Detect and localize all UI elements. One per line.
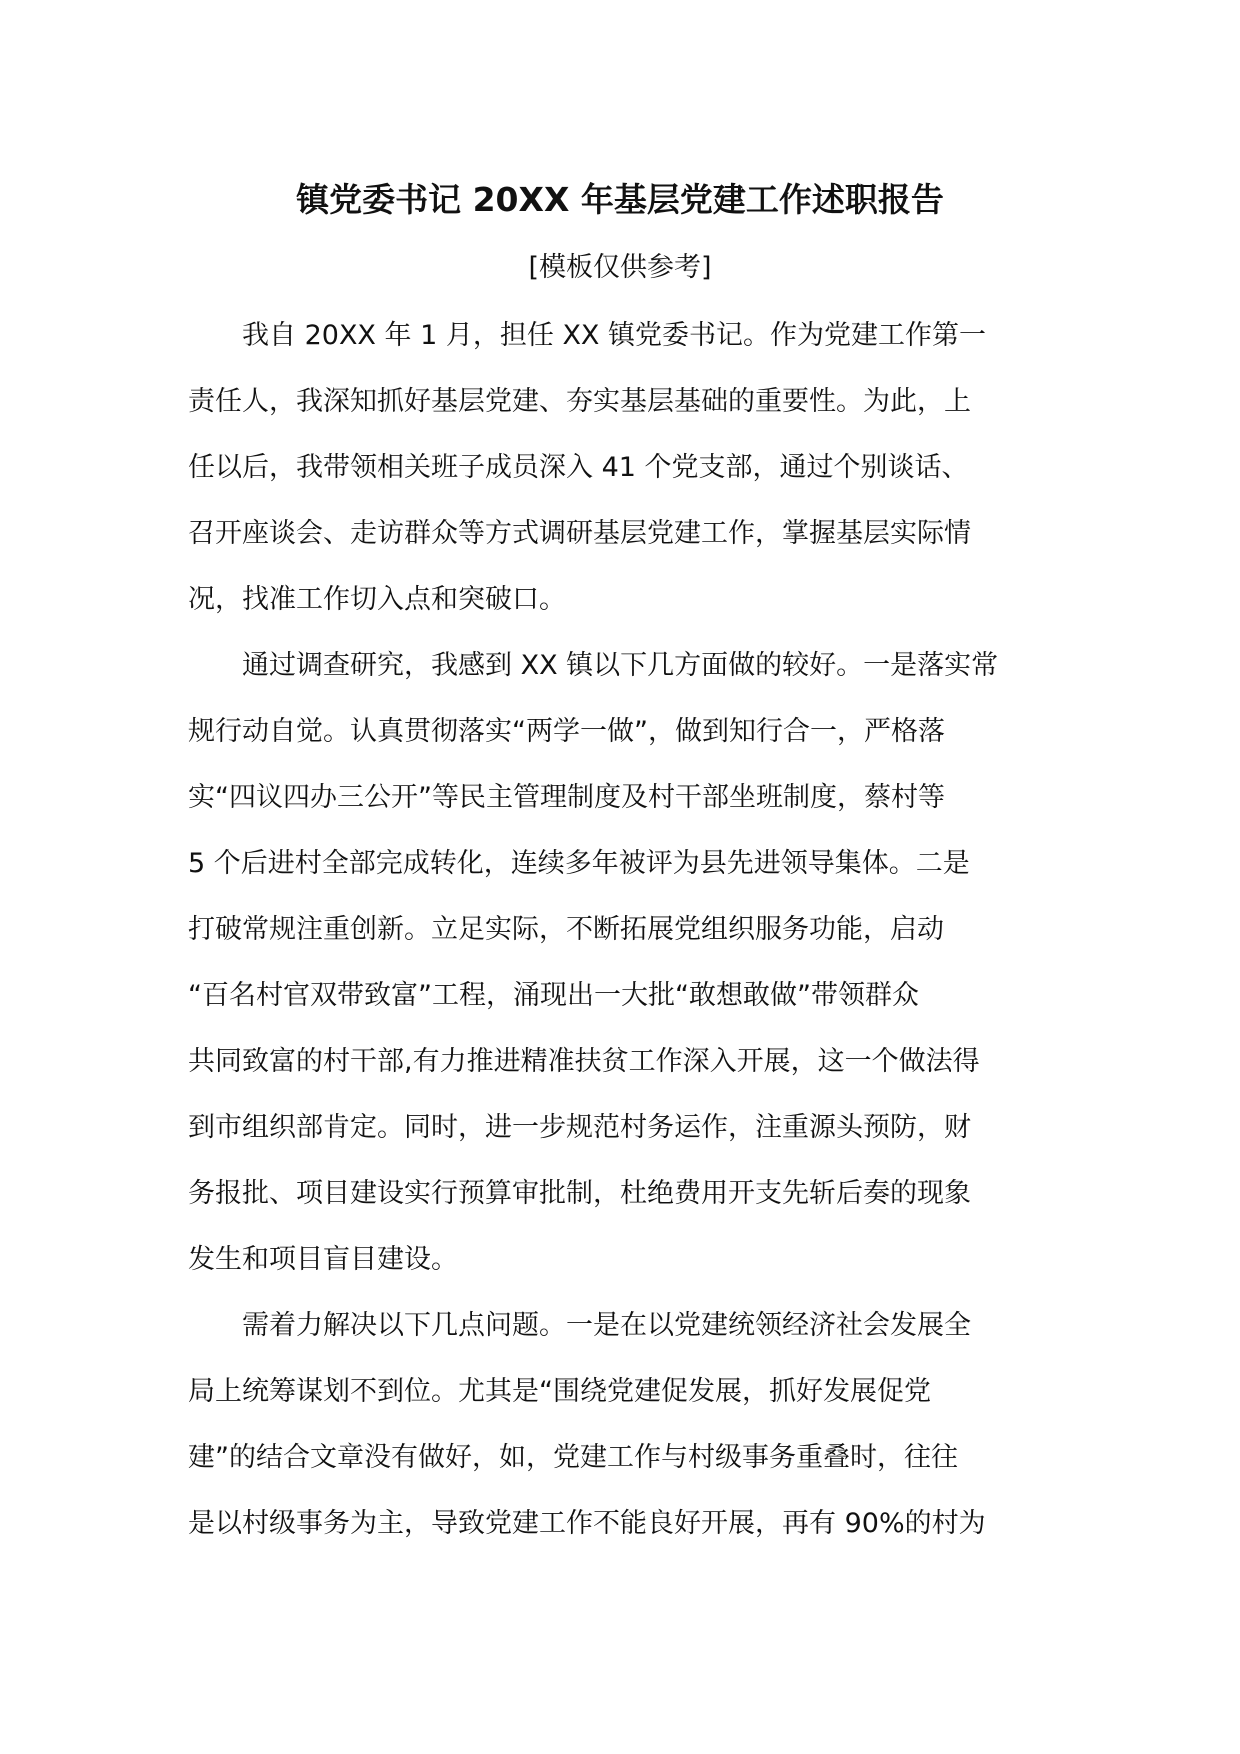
document-title: 镇党委书记 20XX 年基层党建工作述职报告 bbox=[296, 180, 944, 219]
text-line: 实“四议四办三公开”等民主管理制度及村干部坐班制度，蔡村等 bbox=[188, 782, 945, 813]
text-line: 责任人，我深知抓好基层党建、夯实基层基础的重要性。为此，上 bbox=[188, 386, 971, 417]
text-line: 规行动自觉。认真贯彻落实“两学一做”，做到知行合一，严格落 bbox=[188, 716, 945, 747]
text-line: 务报批、项目建设实行预算审批制，杜绝费用开支先斩后奏的现象 bbox=[188, 1178, 971, 1209]
text-line: 召开座谈会、走访群众等方式调研基层党建工作，掌握基层实际情 bbox=[188, 518, 971, 549]
text-line: 发生和项目盲目建设。 bbox=[188, 1244, 458, 1275]
text-line: 况，找准工作切入点和突破口。 bbox=[188, 584, 566, 615]
text-line: 到市组织部肯定。同时，进一步规范村务运作，注重源头预防，财 bbox=[188, 1112, 971, 1143]
text-line: 是以村级事务为主，导致党建工作不能良好开展，再有 90%的村为 bbox=[188, 1508, 986, 1539]
text-line: 任以后，我带领相关班子成员深入 41 个党支部，通过个别谈话、 bbox=[188, 452, 969, 483]
text-line: 需着力解决以下几点问题。一是在以党建统领经济社会发展全 bbox=[242, 1310, 971, 1341]
text-line: 局上统筹谋划不到位。尤其是“围绕党建促发展，抓好发展促党 bbox=[188, 1376, 931, 1407]
text-line: 通过调查研究，我感到 XX 镇以下几方面做的较好。一是落实常 bbox=[242, 650, 999, 681]
text-line: 我自 20XX 年 1 月，担任 XX 镇党委书记。作为党建工作第一 bbox=[242, 320, 987, 351]
text-line: “百名村官双带致富”工程，涌现出一大批“敢想敢做”带领群众 bbox=[188, 980, 919, 1011]
text-line: 5 个后进村全部完成转化，连续多年被评为县先进领导集体。二是 bbox=[188, 848, 970, 879]
document-subtitle: [模板仅供参考] bbox=[528, 252, 712, 283]
text-line: 共同致富的村干部,有力推进精准扶贫工作深入开展，这一个做法得 bbox=[188, 1046, 980, 1077]
text-line: 建”的结合文章没有做好，如，党建工作与村级事务重叠时，往往 bbox=[188, 1442, 958, 1473]
text-line: 打破常规注重创新。立足实际，不断拓展党组织服务功能，启动 bbox=[188, 914, 944, 945]
